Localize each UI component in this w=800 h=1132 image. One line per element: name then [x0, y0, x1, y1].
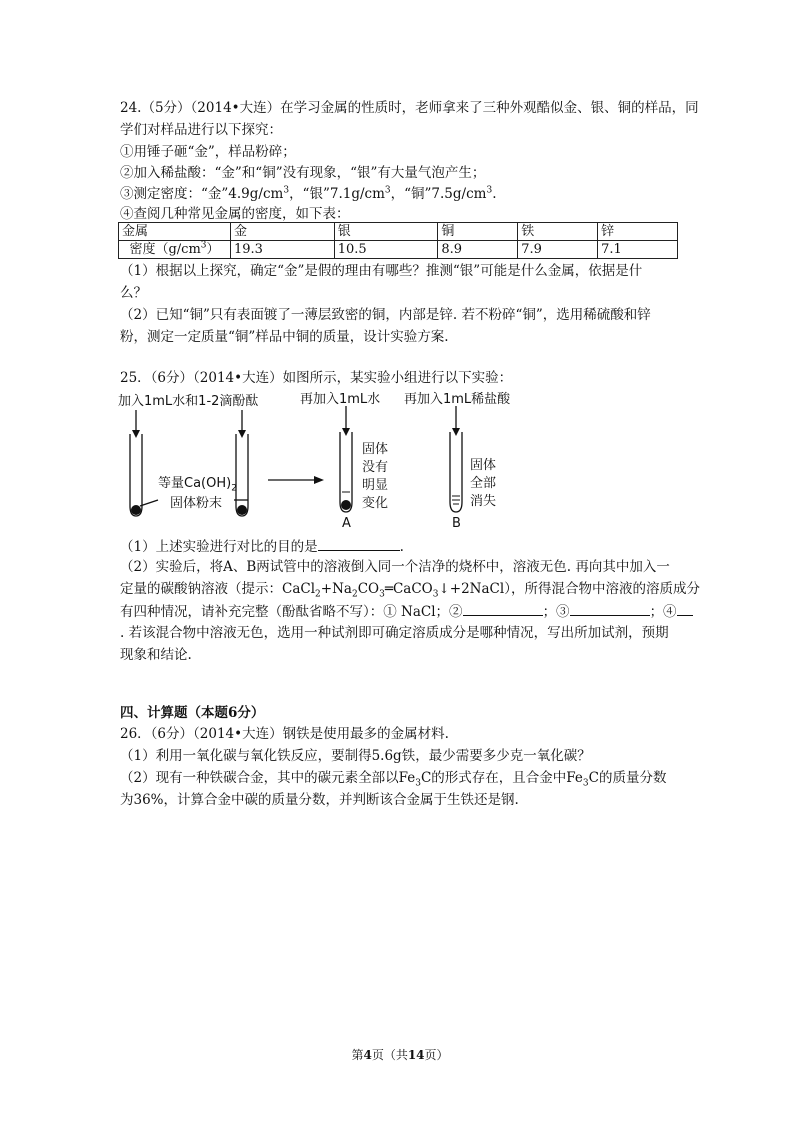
table-cell: 7.9: [518, 241, 598, 259]
q24-step-1: ①用锤子砸“金”，样品粉碎；: [120, 144, 296, 160]
q26-line-2: （1）利用一氧化碳与氧化铁反应，要制得5.6g铁，最少需要多少克一氧化碳？: [120, 748, 591, 764]
arrow-head-1: [132, 430, 140, 438]
page-number: 4: [363, 1048, 372, 1062]
q25-line-1: 25．（6分）（2014•大连）如图所示，某实验小组进行以下实验：: [120, 370, 513, 386]
table-cell: 7.1: [598, 241, 678, 259]
q24-part-2b: 粉，测定一定质量“铜”样品中铜的质量，设计实验方案.: [120, 329, 449, 345]
footer-end: 页）: [424, 1048, 449, 1062]
answer-blank[interactable]: [318, 538, 400, 551]
experiment-diagram: [118, 388, 538, 538]
table-cell: 金属: [119, 223, 231, 241]
table-cell: 10.5: [334, 241, 438, 259]
subscript: 3: [582, 778, 589, 789]
q25-part-2b-b: +Na: [320, 581, 352, 597]
q24-step-3-a: ③测定密度：“金”4.9g/cm: [120, 186, 284, 202]
answer-blank[interactable]: [570, 603, 650, 616]
table-header-row: [119, 223, 678, 241]
section-title: 四、计算题（本题6分）: [120, 705, 265, 721]
diagram-side-label: [158, 472, 237, 494]
answer-blank[interactable]: [677, 603, 693, 616]
q24-line-1: 24.（5分）（2014•大连）在学习金属的性质时，老师拿来了三种外观酷似金、银、铜的样品，同: [120, 100, 699, 116]
arrow-head-2: [238, 430, 246, 438]
q25-part-1-end: .: [399, 539, 404, 555]
powder-2: [237, 505, 247, 515]
table-cell: 8.9: [438, 241, 518, 259]
q25-part-1: [120, 538, 404, 555]
q25-part-2c-b: ；③: [542, 604, 570, 620]
q25-part-2b-c: CO: [357, 581, 380, 597]
diagram-top-label-3: 再加入1mL稀盐酸: [404, 392, 511, 407]
liquid-lines-b: [452, 496, 460, 504]
q24-step-3-d: .: [492, 186, 497, 202]
q24-step-3-c: ，“铜”7.5g/cm: [390, 186, 487, 202]
q26-line-1: 26．（6分）（2014•大连）钢铁是使用最多的金属材料.: [120, 726, 449, 742]
q26-line-3-c: C的质量分数: [588, 770, 667, 786]
q26-line-4: 为36%，计算合金中碳的质量分数，并判断该合金属于生铁还是钢.: [120, 792, 519, 808]
superscript: 3: [486, 185, 493, 196]
table-cell: 19.3: [231, 241, 335, 259]
test-tube-2: [236, 434, 248, 516]
q25-part-2a: （2）实验后，将A、B两试管中的溶液倒入同一个洁净的烧杯中，溶液无色. 再向其中加入一: [120, 559, 670, 575]
q24-part-1a: （1）根据以上探究，确定“金”是假的理由有哪些？推测“银”可能是什么金属，依据是什: [120, 263, 643, 279]
table-cell: 铜: [438, 223, 518, 241]
tube-a-text-3: 明显: [362, 478, 389, 493]
q25-part-2b-e: ↓+2NaCl），所得混合物中溶液的溶质成分: [438, 581, 700, 597]
q25-part-2b: [120, 581, 700, 600]
subscript: 3: [432, 589, 439, 600]
q24-step-3: [120, 186, 496, 202]
subscript: 3: [379, 589, 385, 600]
q25-part-1-text: （1）上述实验进行对比的目的是: [120, 539, 318, 555]
powder-1: [131, 505, 141, 515]
q26-line-3-a: （2）现有一种铁碳合金，其中的碳元素全部以Fe: [120, 770, 416, 786]
q25-part-2c-c: ；④: [649, 604, 677, 620]
arrow-head-4: [452, 428, 460, 436]
table-row-label: [119, 241, 231, 259]
diagram-side-label-2: 固体粉末: [170, 496, 223, 511]
superscript: 3: [384, 185, 391, 196]
tube-b-label: B: [452, 516, 461, 531]
test-tube-1: [130, 434, 142, 516]
tube-b-text-3: 消失: [470, 494, 497, 509]
diagram-side-label-a: 等量Ca(OH): [158, 476, 232, 491]
pointer-line: [140, 500, 158, 506]
table-cell: 锌: [598, 223, 678, 241]
q24-part-1b: 么？: [120, 285, 147, 301]
subscript: 3: [415, 778, 421, 789]
q24-step-3-b: ，“银”7.1g/cm: [289, 186, 385, 202]
density-table: [118, 222, 678, 259]
q26-line-3: [120, 770, 667, 789]
tube-a-text-4: 变化: [362, 496, 389, 511]
diagram-top-label-1: 加入1mL水和1-2滴酚酞: [118, 394, 259, 409]
process-arrow-head: [314, 476, 324, 484]
tube-a-text-2: 没有: [362, 460, 389, 475]
table-cell: 铁: [518, 223, 598, 241]
tube-a-text-1: 固体: [362, 442, 389, 457]
q25-part-2d: . 若该混合物中溶液无色，选用一种试剂即可确定溶质成分是哪种情况，写出所加试剂，预期: [120, 625, 669, 641]
table-cell: 金: [231, 223, 335, 241]
table-cell: 银: [334, 223, 438, 241]
footer-pre: 第: [351, 1048, 364, 1062]
subscript: 2: [231, 483, 237, 494]
q26-line-3-b: C的形式存在，且合金中Fe: [420, 770, 583, 786]
table-row: [119, 241, 678, 259]
powder-a: [341, 500, 351, 510]
q25-part-2c: [120, 603, 693, 620]
footer-mid: 页（共: [371, 1048, 408, 1062]
q25-part-2c-a: 有四种情况，请补充完整（酚酞省略不写）：① NaCl；②: [120, 604, 463, 620]
diagram-top-label-2: 再加入1mL水: [300, 392, 381, 407]
arrow-head-3: [342, 428, 350, 436]
answer-blank[interactable]: [463, 603, 543, 616]
q25-part-2e: 现象和结论.: [120, 647, 192, 663]
tube-b-text-2: 全部: [470, 476, 497, 491]
q25-part-2b-a: 定量的碳酸钠溶液（提示：CaCl: [120, 581, 316, 597]
q25-part-2b-d: ═CaCO: [384, 581, 433, 597]
tube-b-text-1: 固体: [470, 458, 497, 473]
q24-line-2: 学们对样品进行以下探究：: [120, 122, 282, 138]
q24-step-4: ④查阅几种常见金属的密度，如下表：: [120, 206, 350, 222]
tube-a-label: A: [342, 516, 351, 531]
subscript: 2: [315, 589, 321, 600]
superscript: 3: [283, 185, 290, 196]
subscript: 2: [351, 589, 358, 600]
page-footer: [0, 1046, 800, 1063]
q24-part-2a: （2）已知“铜”只有表面镀了一薄层致密的铜，内部是锌. 若不粉碎“铜”，选用稀硫酸和锌: [120, 307, 651, 323]
table-row-label-a: 密度（g/cm: [129, 242, 201, 257]
table-row-label-b: ）: [206, 242, 220, 257]
superscript: 3: [200, 240, 207, 251]
q24-step-2: ②加入稀盐酸：“金”和“铜”没有现象，“银”有大量气泡产生；: [120, 165, 486, 181]
page-total: 14: [407, 1048, 425, 1062]
